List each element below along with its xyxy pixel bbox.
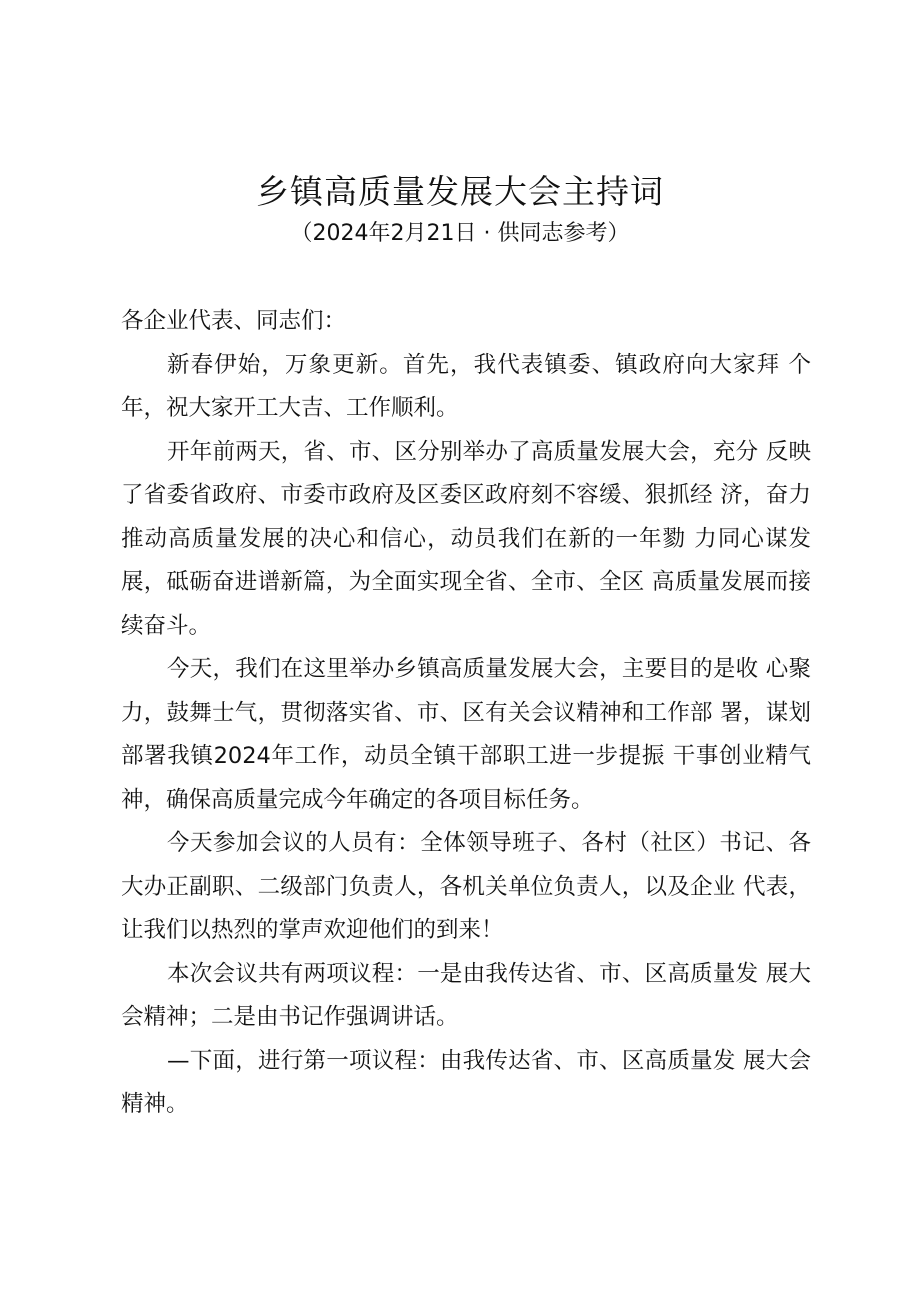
paragraph-opening: 新春伊始，万象更新。首先，我代表镇委、镇政府向大家拜 个年，祝大家开工大吉、工作顺利。 bbox=[121, 351, 811, 421]
document-body bbox=[121, 300, 811, 1127]
paragraph-first-item: —下面，进行第一项议程：由我传达省、市、区高质量发 展大会精神。 bbox=[121, 1047, 811, 1117]
paragraph-purpose: 今天，我们在这里举办乡镇高质量发展大会，主要目的是收 心聚力，鼓舞士气，贯彻落实省、市、区有关会议精神和工作部 署，谋划部署我镇2024年工作，动员全镇干部职工进一步提振 干事创业精气神，确保高质量完成今年确定的各项目标任务。 bbox=[121, 656, 811, 813]
paragraph-attendees: 今天参加会议的人员有：全体领导班子、各村（社区）书记、各大办正副职、二级部门负责人，各机关单位负责人，以及企业 代表，让我们以热烈的掌声欢迎他们的到来！ bbox=[121, 830, 811, 943]
document-title: 乡镇高质量发展大会主持词 bbox=[256, 172, 664, 211]
salutation: 各企业代表、同志们： bbox=[121, 308, 347, 334]
document-subtitle: （2024年2月21日 · 供同志参考） bbox=[290, 221, 630, 246]
paragraph-background: 开年前两天，省、市、区分别举办了高质量发展大会，充分 反映了省委省政府、市委市政府及区委区政府刻不容缓、狠抓经 济，奋力推动高质量发展的决心和信心，动员我们在新的一年勠 力同心谋发展，砥砺奋进谱新篇，为全面实现全省、全市、全区 高质量发展而接续奋斗。 bbox=[121, 438, 811, 639]
paragraph-agenda: 本次会议共有两项议程：一是由我传达省、市、区高质量发 展大会精神；二是由书记作强调讲话。 bbox=[121, 960, 811, 1030]
